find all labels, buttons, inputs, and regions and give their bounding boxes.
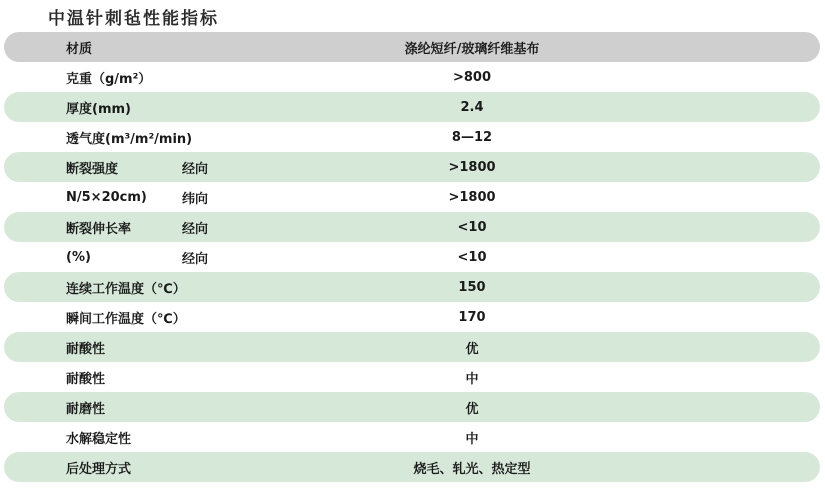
row-value: 150 — [458, 279, 486, 295]
table-row — [4, 182, 820, 212]
table-row — [4, 122, 820, 152]
table-row — [4, 332, 820, 362]
spec-table — [4, 32, 820, 482]
row-label: 断裂伸长率 — [66, 221, 132, 237]
row-label: 克重（g/m²） — [66, 71, 152, 87]
row-label: 后处理方式 — [66, 461, 132, 477]
table-row — [4, 212, 820, 242]
row-label: 耐酸性 — [66, 371, 106, 387]
row-value: >1800 — [448, 159, 496, 175]
row-value: 优 — [465, 401, 479, 417]
row-value: >800 — [452, 69, 492, 85]
row-sublabel: 纬向 — [182, 191, 209, 207]
page-title: 中温针刺毡性能指标 — [48, 9, 219, 29]
table-row — [4, 242, 820, 272]
row-sublabel: 经向 — [182, 161, 209, 177]
row-label: 断裂强度 — [66, 161, 119, 177]
row-value: 8—12 — [451, 129, 493, 145]
row-value: 优 — [465, 341, 479, 357]
row-value: 2.4 — [460, 99, 484, 115]
table-row — [4, 62, 820, 92]
header-label: 材质 — [66, 41, 93, 57]
row-sublabel: 经向 — [182, 251, 209, 267]
header-value: 涤纶短纤/玻璃纤维基布 — [404, 41, 540, 57]
row-label: 透气度(m³/m²/min) — [66, 131, 193, 147]
table-row — [4, 272, 820, 302]
row-label: 耐酸性 — [66, 341, 106, 357]
row-label: N/5×20cm) — [66, 189, 147, 205]
row-label: (%) — [66, 249, 91, 265]
table-header-row — [4, 32, 820, 62]
table-row — [4, 302, 820, 332]
row-value: 烧毛、轧光、热定型 — [413, 461, 531, 477]
row-value: >1800 — [448, 189, 496, 205]
table-row — [4, 362, 820, 392]
row-label: 耐磨性 — [66, 401, 106, 417]
row-value: <10 — [457, 249, 487, 265]
table-row — [4, 452, 820, 482]
row-label: 厚度(mm) — [66, 101, 131, 117]
row-value: 中 — [465, 371, 479, 387]
row-label: 瞬间工作温度（℃） — [66, 311, 186, 327]
table-row — [4, 152, 820, 182]
row-label: 水解稳定性 — [66, 431, 132, 447]
table-row — [4, 92, 820, 122]
row-value: <10 — [457, 219, 487, 235]
row-value: 中 — [465, 431, 479, 447]
row-sublabel: 经向 — [182, 221, 209, 237]
table-row — [4, 392, 820, 422]
table-row — [4, 422, 820, 452]
row-label: 连续工作温度（℃） — [66, 281, 186, 297]
row-value: 170 — [458, 309, 486, 325]
